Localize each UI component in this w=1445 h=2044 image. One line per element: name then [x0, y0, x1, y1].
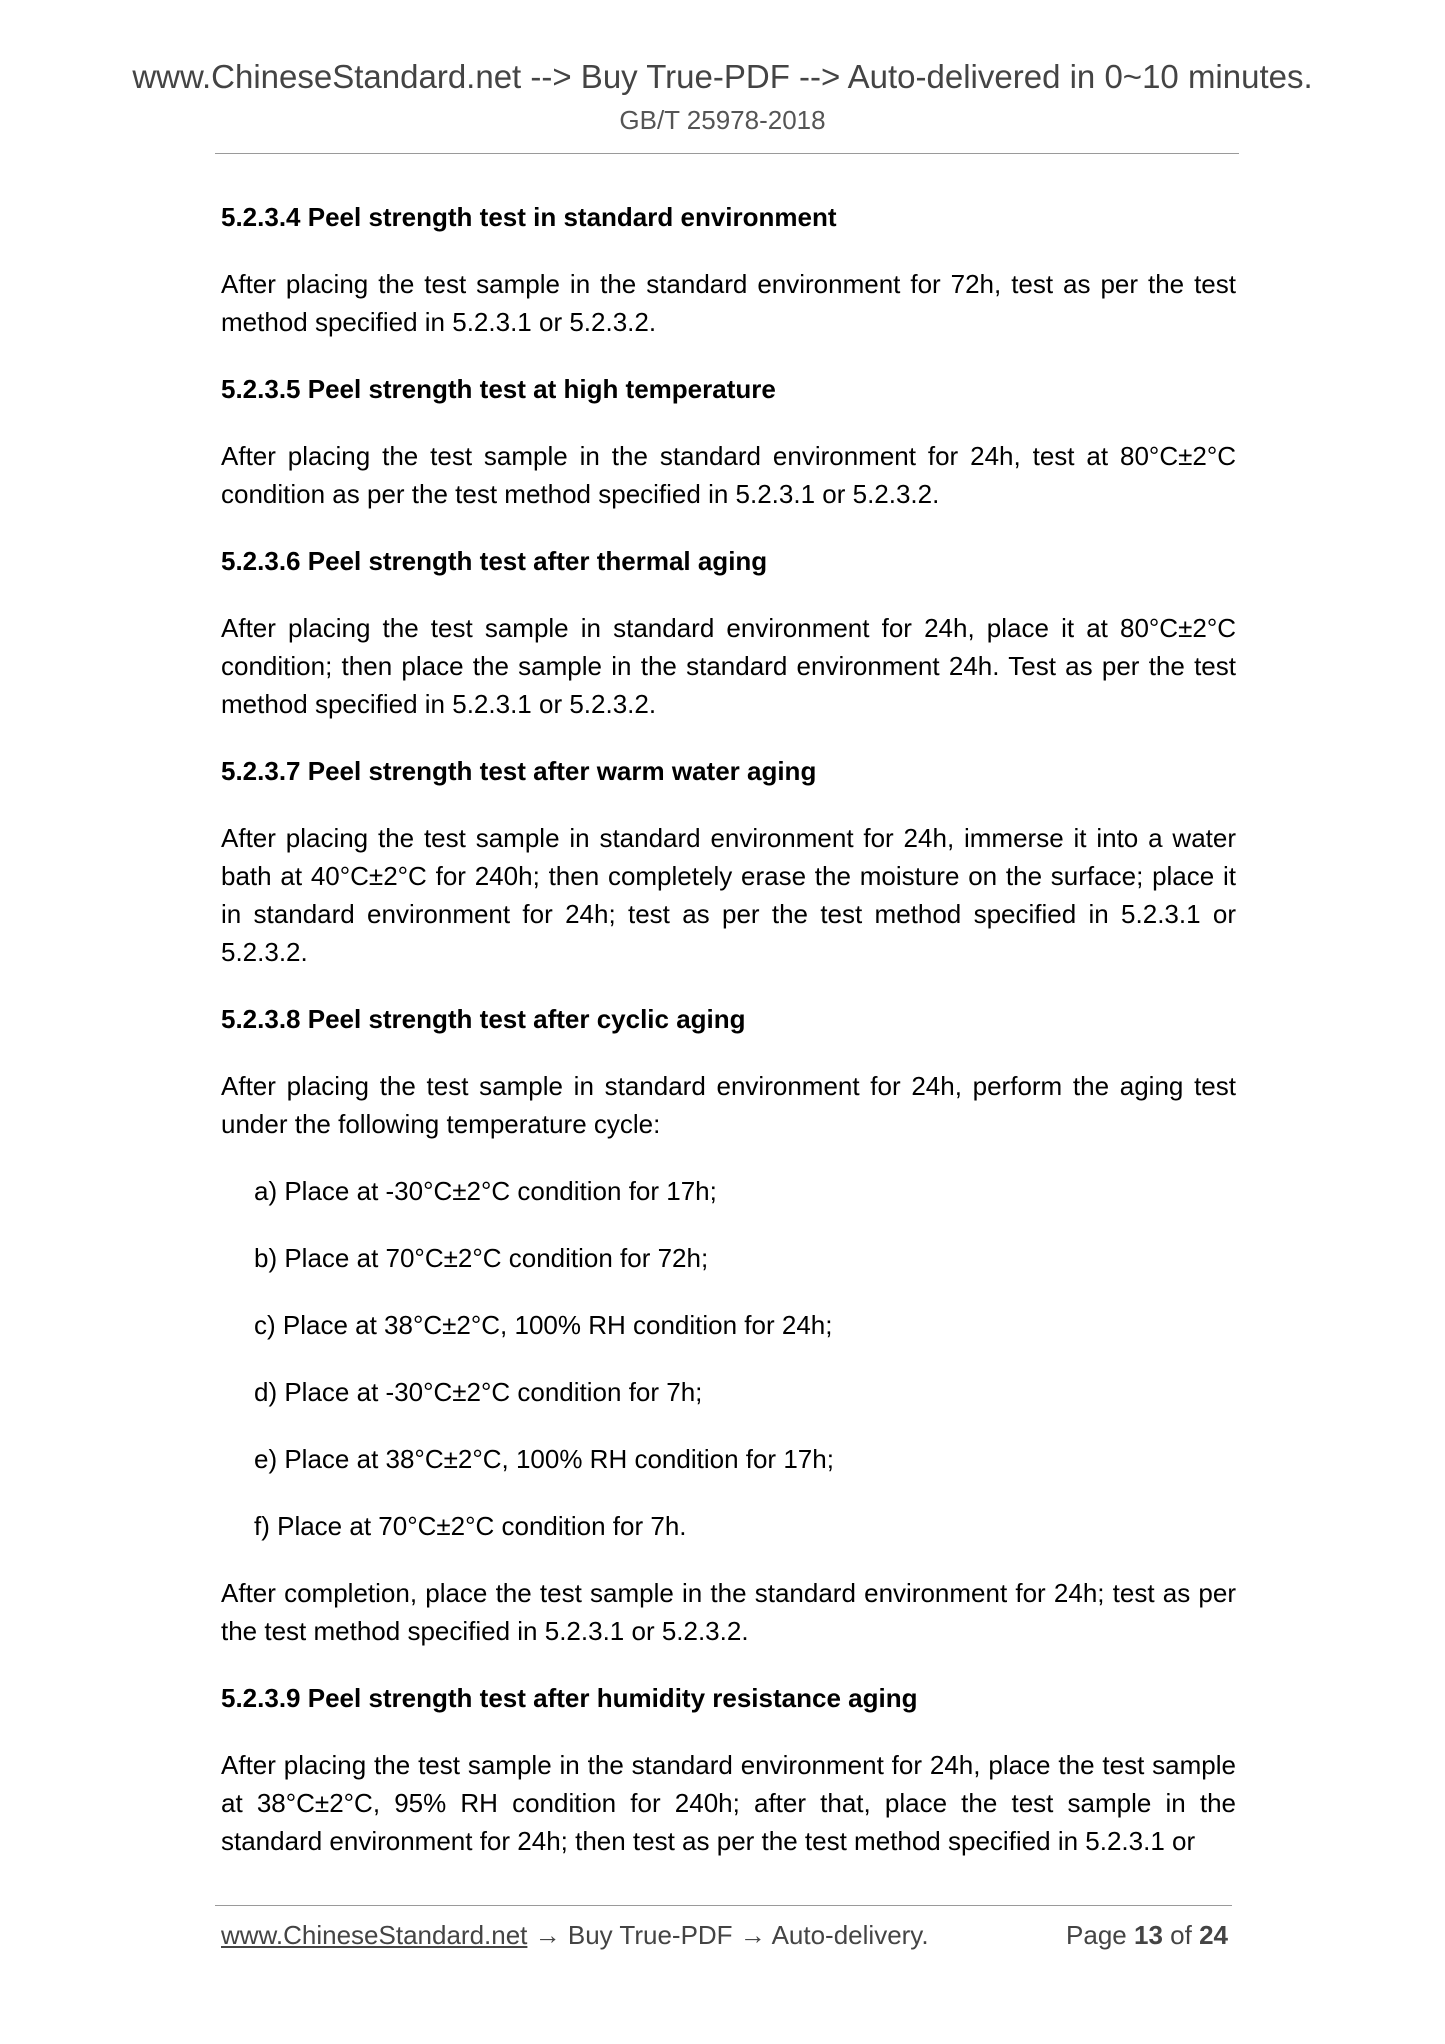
list-item: e) Place at 38°C±2°C, 100% RH condition for 17h; [254, 1444, 834, 1474]
footer-tagline: → Buy True-PDF → Auto-delivery. [527, 1920, 929, 1950]
section-heading: 5.2.3.4 Peel strength test in standard environment [221, 202, 837, 232]
section-heading: 5.2.3.6 Peel strength test after thermal aging [221, 546, 768, 576]
header-banner: www.ChineseStandard.net --> Buy True-PDF --> Auto-delivered in 0~10 minutes. [132, 58, 1313, 95]
page-label: Page [1066, 1920, 1127, 1950]
footer-divider [215, 1905, 1232, 1906]
section-heading: 5.2.3.8 Peel strength test after cyclic aging [221, 1004, 746, 1034]
list-item: b) Place at 70°C±2°C condition for 72h; [254, 1243, 709, 1273]
header-divider [215, 153, 1239, 154]
section-paragraph: After placing the test sample in standard environment for 24h, immerse it into a water bath at 40°C±2°C for 240h; then completely erase the moisture on the surface; place it in standard environment for 24h; test as per the test method specified in 5.2.3.1 or 5.2.3.2. [221, 823, 1236, 967]
section-paragraph: After placing the test sample in the standard environment for 24h, place the test sample at 38°C±2°C, 95% RH condition for 240h; after that, place the test sample in the standard environment for 24h; then test as per the test method specified in 5.2.3.1 or [221, 1750, 1236, 1856]
section-paragraph: After placing the test sample in the standard environment for 72h, test as per the test method specified in 5.2.3.1 or 5.2.3.2. [221, 269, 1236, 337]
page-indicator [1066, 1920, 1228, 1951]
footer-left [221, 1920, 929, 1951]
section-paragraph: After placing the test sample in standard environment for 24h, perform the aging test under the following temperature cycle: [221, 1071, 1236, 1139]
section-paragraph: After placing the test sample in the standard environment for 24h, test at 80°C±2°C condition as per the test method specified in 5.2.3.1 or 5.2.3.2. [221, 441, 1236, 509]
list-item: a) Place at -30°C±2°C condition for 17h; [254, 1176, 717, 1206]
section-heading: 5.2.3.7 Peel strength test after warm water aging [221, 756, 817, 786]
document-body [221, 198, 1236, 1860]
list-item: f) Place at 70°C±2°C condition for 7h. [254, 1511, 687, 1541]
page-number: 13 [1134, 1920, 1163, 1950]
cycle-list [221, 1172, 1236, 1545]
standard-code: GB/T 25978-2018 [619, 105, 826, 135]
footer-site-link[interactable]: www.ChineseStandard.net [221, 1920, 528, 1950]
of-label: of [1170, 1920, 1192, 1950]
section-heading: 5.2.3.9 Peel strength test after humidity resistance aging [221, 1683, 918, 1713]
page-total: 24 [1199, 1920, 1228, 1950]
section-paragraph: After completion, place the test sample in the standard environment for 24h; test as per the test method specified in 5.2.3.1 or 5.2.3.2. [221, 1578, 1236, 1646]
list-item: c) Place at 38°C±2°C, 100% RH condition for 24h; [254, 1310, 833, 1340]
page-footer [221, 1920, 1236, 1960]
list-item: d) Place at -30°C±2°C condition for 7h; [254, 1377, 703, 1407]
section-paragraph: After placing the test sample in standard environment for 24h, place it at 80°C±2°C condition; then place the sample in the standard environment 24h. Test as per the test method specified in 5.2.3.1 or 5.2.3.2. [221, 613, 1236, 719]
section-heading: 5.2.3.5 Peel strength test at high temperature [221, 374, 776, 404]
